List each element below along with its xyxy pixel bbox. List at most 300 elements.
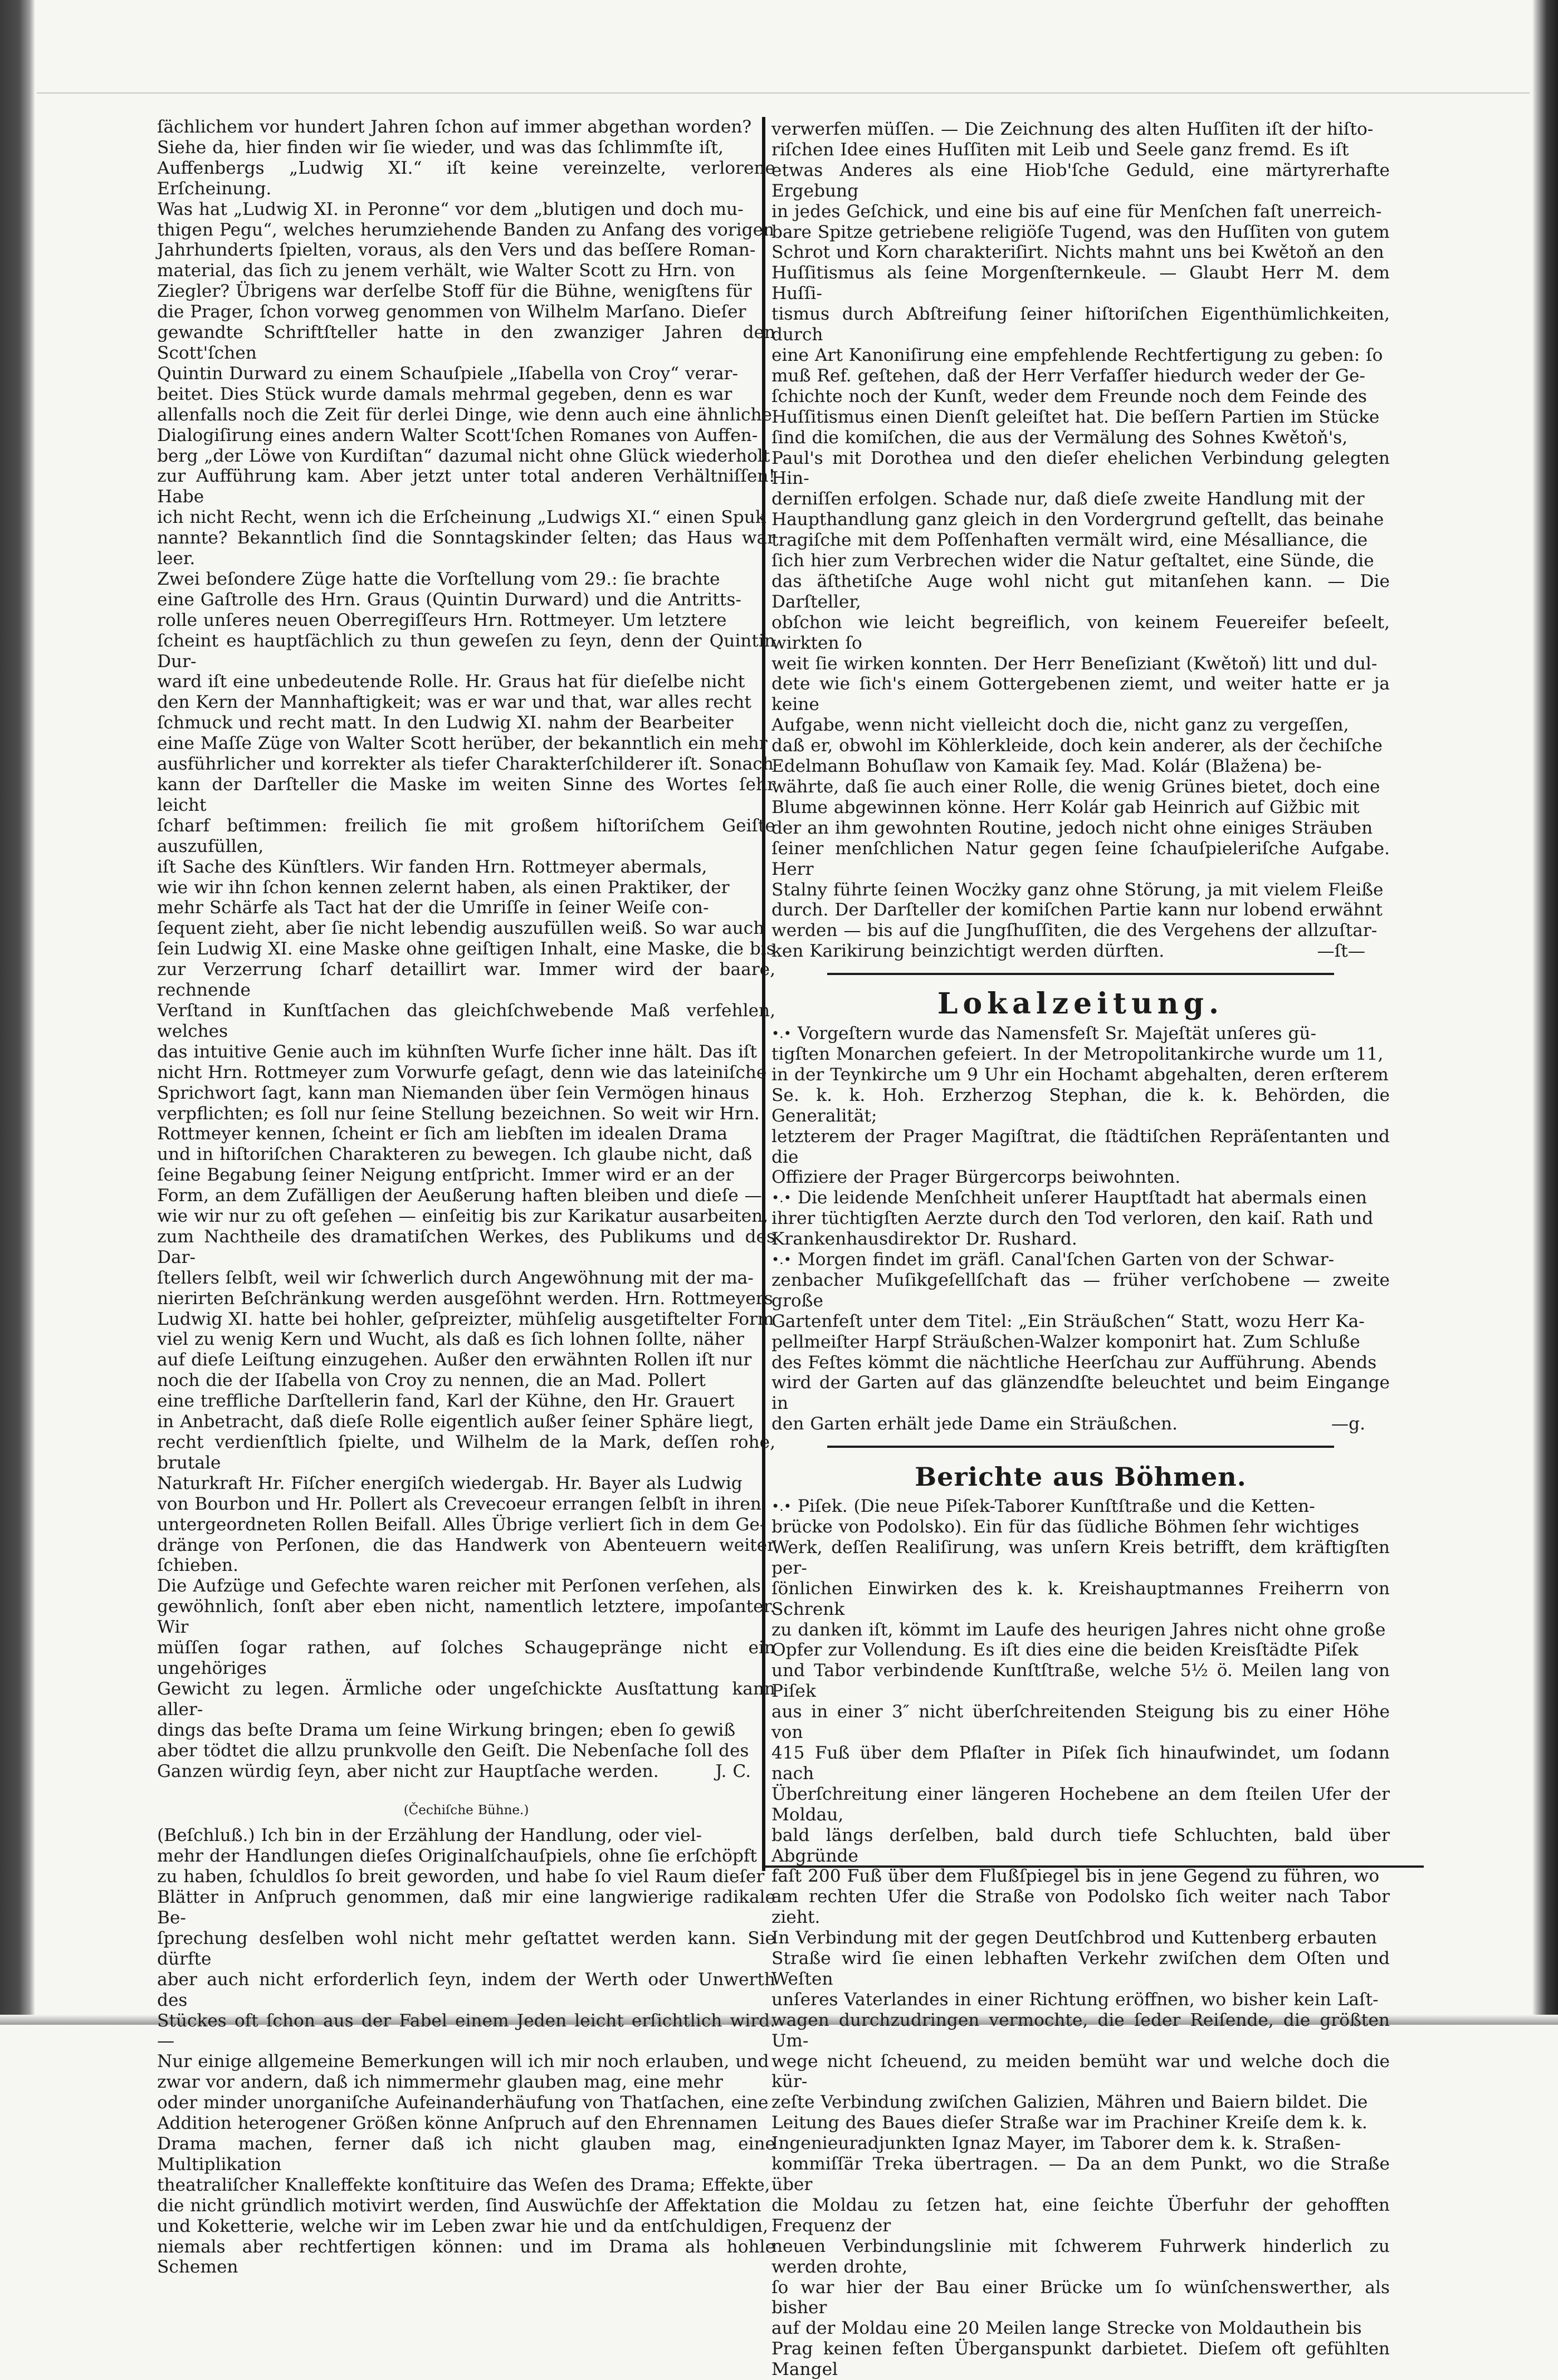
text-line-content: ſeine Begabung ſeiner Neigung entſpricht. Immer wird er an der (157, 1165, 734, 1186)
text-line-content: ſind die komiſchen, die aus der Vermälung des Sohnes Kwětoň's, (771, 427, 1348, 448)
text-line (157, 322, 775, 364)
text-line (157, 1535, 775, 1576)
text-line-content: Ziegler? Übrigens war derſelbe Stoff für die Bühne, wenigſtens für (157, 281, 752, 302)
text-line-content: tragiſche mit dem Poſſenhaften vermält wird, eine Mésalliance, die (771, 530, 1368, 551)
text-line-content: gewandte Schriftſteller hatte in den zwanziger Jahren den Scott'ſchen (157, 322, 775, 363)
text-line (157, 2011, 775, 2052)
text-line (771, 222, 1390, 243)
text-line-content: Haupthandlung ganz gleich in den Vordergrund geſtellt, das beinahe (771, 510, 1384, 530)
czech-review-last-line: ken Karikirung beinzichtigt werden dürften. (771, 941, 1165, 962)
text-line-content: unſeres Vaterlandes in einer Richtung eröffnen, wo bisher kein Laſt- (771, 1989, 1379, 2010)
text-line-content: wagen durchzudringen vermochte, die ſeder Reiſende, die größten Um- (771, 2010, 1390, 2051)
text-line (157, 1329, 775, 1350)
text-line (771, 1270, 1390, 1311)
text-line (771, 1702, 1390, 1743)
text-line-content: und Tabor verbindende Kunſtſtraße, welche 5½ ö. Meilen lang von Piſek (771, 1661, 1390, 1702)
text-line-content: dränge von Perſonen, die das Handwerk von Abenteuern weiter ſchieben. (157, 1535, 775, 1576)
text-line (157, 1289, 775, 1309)
text-line-content: Ludwig XI. hatte bei hohler, geſpreizter, mühſelig ausgetiftelter Form (157, 1309, 774, 1329)
text-line (771, 797, 1390, 818)
text-line-content: In Verbindung mit der gegen Deutſchbrod und Kuttenberg erbauten (771, 1928, 1377, 1948)
text-line (157, 857, 775, 878)
czech-stage-review-continued (771, 119, 1390, 941)
text-line (771, 304, 1390, 345)
text-line (157, 733, 775, 754)
text-line-content: Huſſitismus einen Dienſt geleiſtet hat. Die beſſern Partien im Stücke (771, 407, 1380, 427)
text-line-content: Form, an dem Zufälligen der Aeußerung haften bleiben und dieſe — (157, 1186, 762, 1206)
text-line-content: pellmeiſter Harpf Sträußchen-Walzer komponirt hat. Zum Schluße (771, 1331, 1360, 1352)
text-line-content: Jahrhunderts ſpielten, voraus, als den Vers und das beſſere Roman- (157, 240, 756, 261)
text-line (157, 1597, 775, 1638)
text-line (771, 818, 1390, 839)
text-line (157, 1846, 775, 1867)
text-line-content: bald längs derſelben, bald durch tiefe Schluchten, bald über Abgründe (771, 1825, 1390, 1866)
text-line-content: daß er, obwohl im Köhlerkleide, doch kein anderer, als der čechiſche (771, 736, 1383, 756)
text-line (157, 199, 775, 220)
text-line (157, 610, 775, 631)
theatre-review-continuation (157, 117, 775, 569)
text-line-content: ſeiner menſchlichen Natur gegen ſeine ſchauſpieleriſche Aufgabe. Herr (771, 838, 1390, 879)
text-line (157, 1042, 775, 1062)
text-line (771, 1537, 1390, 1579)
text-line-content: des Feſtes kömmt die nächtliche Heerſchau zur Aufführung. Abends (771, 1352, 1377, 1373)
text-line-content: Stalny führte ſeinen Wocżky ganz ohne Störung, ja mit vielem Fleiße (771, 879, 1384, 900)
review-signature: J. C. (715, 1761, 751, 1781)
text-line-content: wird der Garten auf das glänzendſte beleuchtet und beim Eingange in (771, 1373, 1390, 1414)
scan-shadow-left (0, 0, 35, 2025)
text-line (771, 2236, 1390, 2278)
text-line (157, 1515, 775, 1535)
text-line-content: Edelmann Bohuſlaw von Kamaik ſey. Mad. Kolár (Blažena) be- (771, 756, 1322, 777)
text-line (157, 1206, 775, 1227)
text-line (157, 939, 775, 959)
text-line-content: und Koketterie, welche wir im Leben zwar hie und da entſchuldigen, (157, 2216, 769, 2236)
text-line (771, 242, 1390, 263)
text-line-content: niemals aber rechtfertigen können: und im Drama als hohle Schemen (157, 2236, 775, 2278)
text-line (771, 386, 1390, 407)
text-line (771, 674, 1390, 715)
text-line (771, 366, 1390, 386)
text-line (157, 1124, 775, 1144)
text-line-content: wie wir ihn ſchon kennen zelernt haben, als einen Praktiker, der (157, 877, 730, 898)
text-line (157, 2093, 775, 2113)
review-last-line: Ganzen würdig ſeyn, aber nicht zur Hauptſache werden. (157, 1761, 659, 1781)
text-line (157, 1350, 775, 1370)
text-line (157, 1186, 775, 1206)
text-line (157, 507, 775, 528)
berichte-heading: Berichte aus Böhmen. (915, 1462, 1247, 1492)
text-line (771, 1208, 1390, 1229)
text-line-content: auf dieſe Leiſtung einzugehen. Außer den erwähnten Rollen iſt nur (157, 1350, 752, 1370)
text-line (771, 2133, 1390, 2154)
text-line (771, 1928, 1390, 1948)
text-line (771, 1167, 1390, 1188)
text-line-content: faſt 200 Fuß über dem Flußſpiegel bis in jene Gegend zu führen, wo (771, 1866, 1380, 1887)
lokal-item (771, 1250, 1390, 1414)
text-line (771, 530, 1390, 551)
text-line-content: etwas Anderes als eine Hiob'ſche Geduld, eine märtyrerhafte Ergebung (771, 160, 1390, 201)
text-line (157, 2237, 775, 2278)
text-line-content: eine treffliche Darſtellerin fand, Karl der Kühne, den Hr. Grauert (157, 1391, 735, 1412)
text-line-content: viel zu wenig Kern und Wucht, als daß es ſich lohnen ſollte, näher (157, 1329, 744, 1350)
text-line-content: Nur einige allgemeine Bemerkungen will ich mir noch erlauben, und (157, 2051, 769, 2072)
text-line-content: eine Art Kanoniſirung eine empfehlende Rechtfertigung zu geben: ſo (771, 345, 1383, 365)
text-line-content: Quintin Durward zu einem Schauſpiele „Iſabella von Croy“ verar- (157, 363, 739, 384)
text-line (771, 1044, 1390, 1065)
text-line-content: Gartenfeſt unter dem Titel: „Ein Sträußchen“ Statt, wozu Herr Ka- (771, 1311, 1365, 1331)
text-line-content: Naturkraft Hr. Fiſcher energiſch wiedergab. Hr. Bayer als Ludwig (157, 1473, 743, 1493)
text-line (771, 1373, 1390, 1414)
text-line (157, 1887, 775, 1928)
text-line-content: ſächlichem vor hundert Jahren ſchon auf immer abgethan worden? (157, 117, 752, 137)
text-line-content: Auffenbergs „Ludwig XI.“ iſt keine vereinzelte, verlorene Erſcheinung. (157, 158, 775, 199)
text-line (157, 302, 775, 322)
text-line (771, 715, 1390, 736)
text-line-content: aber auch nicht erforderlich ſeyn, indem der Werth oder Unwerth des (157, 1969, 775, 2010)
text-line-content: Werk, deſſen Realiſirung, was unſern Kreis betrifft, dem kräftigſten per- (771, 1537, 1390, 1578)
item-mark: •.• (771, 1498, 792, 1515)
text-line (157, 261, 775, 281)
text-line (771, 2278, 1390, 2319)
text-line-content: verwerfen müſſen. — Die Zeichnung des alten Huſſiten iſt der hiſto- (771, 119, 1374, 139)
text-line (771, 1332, 1390, 1353)
text-line (157, 425, 775, 446)
text-line (157, 878, 775, 898)
text-line (771, 777, 1390, 797)
text-line-content: thigen Pegu“, welches herumziehende Banden zu Anfang des vorigen (157, 219, 775, 240)
text-line-content: währte, daß ſie auch einer Rolle, die wenig Grünes bietet, doch eine (771, 777, 1380, 797)
berichte-pisek-report (771, 1496, 1390, 2380)
text-line-content: Siehe da, hier finden wir ſie wieder, und was das ſchlimmſte iſt, (157, 137, 724, 158)
text-line-content: nannte? Bekanntlich ſind die Sonntagskinder ſelten; das Haus war leer. (157, 528, 775, 569)
text-line (771, 920, 1390, 941)
text-line (771, 756, 1390, 777)
text-line-content: ſcheint es hauptſächlich zu thun geweſen zu ſeyn, denn der Quintin Dur- (157, 630, 775, 672)
text-line (771, 1620, 1390, 1640)
text-line (157, 446, 775, 467)
text-line (771, 2051, 1390, 2093)
text-line (157, 1494, 775, 1515)
text-line-content: den Kern der Mannhaftigkeit; was er war und that, war alles recht (157, 692, 751, 713)
czech-review-closing-line (771, 941, 1390, 962)
text-line (771, 654, 1390, 674)
text-line-content: Was hat „Ludwig XI. in Peronne“ vor dem „blutigen und doch mu- (157, 199, 744, 219)
text-line-content: weit ſie wirken konnten. Der Herr Beneſiziant (Kwětoň) litt und dul- (771, 653, 1378, 674)
text-line (771, 160, 1390, 202)
text-line-content: untergeordneten Rollen Beifall. Alles Übrige verliert ſich in dem Ge- (157, 1514, 766, 1535)
text-line (157, 816, 775, 857)
text-line-content: iſt Sache des Künſtlers. Wir fanden Hrn. Rottmeyer abermals, (157, 856, 707, 877)
text-line-content: dete wie ſich's einem Gottergebenen ziemt, und weiter hatte er ja keine (771, 674, 1390, 715)
text-line-content: 415 Fuß über dem Pflaſter in Piſek ſich hinaufwindet, um ſodann nach (771, 1742, 1390, 1784)
text-line (157, 364, 775, 384)
text-line (771, 428, 1390, 448)
text-line-content: noch die der Iſabella von Croy zu nennen, die an Mad. Pollert (157, 1370, 706, 1391)
text-line (771, 1085, 1390, 1127)
text-line (771, 1866, 1390, 1887)
text-line (157, 1001, 775, 1042)
text-line (771, 407, 1390, 428)
text-line (157, 1825, 775, 1846)
text-line-content: derniſſen erfolgen. Schade nur, daß dieſe zweite Handlung mit der (771, 489, 1365, 510)
text-line (157, 590, 775, 610)
text-line (157, 1867, 775, 1887)
text-line (157, 240, 775, 261)
item-mark: •.• (771, 1252, 792, 1268)
text-line-content: Prag keinen feſten Überganspunkt darbietet. Dieſem oft gefühlten Mangel (771, 2339, 1390, 2380)
text-line (157, 1268, 775, 1289)
lokalzeitung-heading: Lokalzeitung. (937, 987, 1224, 1021)
text-line-content: der an ihm gewohnten Routine, jedoch nicht ohne einiges Sträuben (771, 817, 1373, 838)
text-line-content: Drama machen, ferner daß ich nicht glauben mag, eine Multiplikation (157, 2134, 775, 2175)
text-line (157, 1576, 775, 1597)
text-line (771, 263, 1390, 304)
text-line-content: Überſchreitung einer längeren Hochebene an dem ſteilen Ufer der Moldau, (771, 1784, 1390, 1825)
text-line-content: Paul's mit Dorothea und den dieſer ehelichen Verbindung gelegten Hin- (771, 448, 1390, 489)
text-line (157, 1412, 775, 1432)
text-line-content: von Bourbon und Hr. Pollert als Crevecoeur errangen ſelbſt in ihren (157, 1493, 761, 1514)
text-line-content: in der Teynkirche um 9 Uhr ein Hochamt abgehalten, deren erſterem (771, 1064, 1389, 1085)
text-line (157, 1970, 775, 2011)
text-line-content: kann der Darſteller die Maske im weiten Sinne des Wortes ſehr leicht (157, 775, 775, 815)
text-line-content: wie wir nur zu oft geſehen — einſeitig bis zur Karikatur ausarbeiten, (157, 1206, 769, 1227)
text-line-content: mehr der Handlungen dieſes Originalſchauſpiels, ohne ſie erſchöpft (157, 1846, 757, 1867)
text-line (157, 692, 775, 713)
lokal-item (771, 1188, 1390, 1250)
text-line-content: ſcharf beſtimmen: freilich ſie mit großem hiſtoriſchem Geiſte auszufüllen, (157, 815, 775, 856)
text-line (157, 918, 775, 939)
text-line (771, 1188, 1390, 1208)
text-line-content: Blume abgewinnen könne. Herr Kolár gab Heinrich auf Gižbic mit (771, 797, 1360, 817)
text-line (157, 1432, 775, 1473)
text-line-content: Rottmeyer kennen, ſcheint er ſich am liebſten im idealen Drama (157, 1124, 728, 1144)
text-line (157, 2196, 775, 2216)
text-line-content: tismus durch Abſtreifung ſeiner hiſtoriſchen Eigenthümlichkeiten, durch (771, 304, 1390, 345)
text-line (157, 569, 775, 590)
text-line (157, 1370, 775, 1391)
left-column (157, 117, 775, 2278)
text-line (771, 1353, 1390, 1373)
text-line-content: Sprichwort ſagt, kann man Niemanden über ſein Vermögen hinaus (157, 1083, 750, 1103)
text-line (771, 1990, 1390, 2010)
text-line-content: Straße wird ſie einen lebhaften Verkehr zwiſchen dem Oſten und Weſten (771, 1948, 1390, 1989)
text-line-content: Vorgeſtern wurde das Namensfeſt Sr. Majeſtät unſeres gü- (797, 1024, 1317, 1044)
czech-stage-heading: (Čechiſche Bühne.) (403, 1803, 529, 1818)
text-line (771, 880, 1390, 900)
text-line (157, 138, 775, 158)
text-line-content: riſchen Idee eines Huſſiten mit Leib und Seele ganz fremd. Es iſt (771, 139, 1349, 160)
text-line (157, 2134, 775, 2175)
text-line (157, 384, 775, 405)
text-line (771, 140, 1390, 160)
text-line-content: die Prager, ſchon vorweg genommen von Wilhelm Marſano. Dieſer (157, 302, 746, 322)
text-line-content: Schrot und Korn charakteriſirt. Nichts mahnt uns bei Kwětoň an den (771, 242, 1384, 263)
text-line-content: Offiziere der Prager Bürgercorps beiwohnten. (771, 1167, 1181, 1188)
text-line-content: material, das ſich zu jenem verhält, wie Walter Scott zu Hrn. von (157, 261, 735, 281)
text-line (157, 1083, 775, 1104)
text-line (157, 117, 775, 138)
text-line-content: recht verdienſtlich ſpielte, und Wilhelm de la Mark, deſſen rohe, brutale (157, 1432, 775, 1473)
text-line (157, 1741, 775, 1761)
text-line-content: Die leidende Menſchheit unſerer Hauptſtadt hat abermals einen (797, 1188, 1367, 1208)
text-line-content: Aufgabe, wenn nicht vielleicht doch die, nicht ganz zu vergeſſen, (771, 715, 1349, 736)
text-line (157, 1104, 775, 1124)
text-line (771, 489, 1390, 510)
text-line (771, 1825, 1390, 1867)
text-line (771, 2195, 1390, 2236)
scan-shadow-right (1532, 0, 1558, 2025)
lokalzeitung-items (771, 1024, 1390, 1414)
text-line (771, 551, 1390, 571)
text-line (157, 713, 775, 733)
text-line (771, 1311, 1390, 1332)
text-line-content: neuen Verbindungslinie mit ſchwerem Fuhrwerk hinderlich zu werden drohte, (771, 2236, 1390, 2277)
text-line-content: bare Spitze getriebene religiöſe Tugend, was den Huſſiten von gutem (771, 222, 1390, 242)
text-line (771, 2010, 1390, 2051)
text-line-content: kommiſſär Treka übertragen. — Da an dem Punkt, wo die Straße über (771, 2154, 1390, 2195)
section-rule-lokal (827, 973, 1334, 975)
text-line-content: brücke von Podolsko). Ein für das ſüdliche Böhmen ſehr wichtiges (771, 1517, 1359, 1537)
text-line (771, 1743, 1390, 1784)
text-line-content: zu danken iſt, kömmt im Laufe des heurigen Jahres nicht ohne große (771, 1619, 1386, 1640)
text-line (771, 1784, 1390, 1825)
text-line (157, 1391, 775, 1412)
text-line-content: eine Gaſtrolle des Hrn. Graus (Quintin Durward) und die Antritts- (157, 589, 741, 610)
text-line-content: aber tödtet die allzu prunkvolle den Geiſt. Die Nebenſache ſoll des (157, 1740, 749, 1761)
text-line (771, 448, 1390, 489)
text-line-content: ſtellers ſelbſt, weil wir ſchwerlich durch Angewöhnung mit der ma- (157, 1267, 754, 1288)
text-line (157, 1144, 775, 1165)
text-line-content: das äſthetiſche Auge wohl nicht gut mitanſehen kann. — Die Darſteller, (771, 571, 1390, 612)
text-line (157, 1928, 775, 1970)
text-line-content: tigſten Monarchen gefeiert. In der Metropolitankirche wurde um 11, (771, 1044, 1384, 1064)
text-line (771, 900, 1390, 920)
text-line (771, 1250, 1390, 1270)
text-line (157, 898, 775, 918)
text-line (157, 1165, 775, 1186)
text-line (771, 1517, 1390, 1537)
right-column (771, 119, 1390, 2380)
text-line-content: mehr Schärfe als Tact hat der die Umriſſe in ſeiner Weiſe con- (157, 898, 709, 918)
text-line-content: zur Verzerrung ſcharf detaillirt war. Immer wird der baare, rechnende (157, 959, 775, 1001)
text-line-content: letzterem der Prager Magiſtrat, die ſtädtiſchen Repräſentanten und die (771, 1126, 1390, 1167)
text-line (771, 1229, 1390, 1250)
text-line-content: Krankenhausdirektor Dr. Rushard. (771, 1229, 1077, 1250)
theatre-review-part-two (157, 569, 775, 1761)
text-line (157, 1720, 775, 1741)
text-line-content: wege nicht ſcheuend, zu meiden bemüht war und welche doch die kür- (771, 2051, 1390, 2092)
review-closing-line (157, 1761, 775, 1782)
lokal-closing-line (771, 1414, 1390, 1434)
text-line (157, 158, 775, 199)
text-line-content: nicht Hrn. Rottmeyer zum Vorwurfe geſagt, denn wie das lateiniſche (157, 1062, 767, 1083)
text-line (771, 2318, 1390, 2339)
text-line-content: die Moldau zu ſetzen hat, eine ſeichte Überfuhr der gehofften Frequenz der (771, 2195, 1390, 2236)
text-line-content: Stückes oft ſchon aus der Fabel einem Jeden leicht erſichtlich wird. — (157, 2010, 775, 2051)
text-line (157, 466, 775, 507)
text-line-content: zeſte Verbindung zwiſchen Galizien, Mähren und Baiern bildet. Die (771, 2092, 1368, 2113)
text-line-content: Zwei beſondere Züge hatte die Vorſtellung vom 29.: ſie brachte (157, 569, 720, 589)
text-line-content: in jedes Geſchick, und eine bis auf eine für Menſchen faſt unerreich- (771, 201, 1382, 222)
text-line (771, 345, 1390, 366)
text-line (771, 1496, 1390, 1517)
text-line (157, 2051, 775, 2072)
text-line-content: zwar vor andern, daß ich nimmermehr glauben mag, eine mehr (157, 2072, 723, 2093)
text-line-content: ſequent zieht, aber ſie nicht lebendig auszufüllen weiß. So war auch (157, 918, 765, 939)
text-line-content: oder minder unorganiſche Aufeinanderhäufung von Thatſachen, eine (157, 2093, 769, 2113)
text-line (157, 2072, 775, 2093)
text-line-content: auf der Moldau eine 20 Meilen lange Strecke von Moldauthein bis (771, 2318, 1362, 2339)
text-line-content: Blätter in Anſpruch genommen, daß mir eine langwierige radikale Be- (157, 1887, 775, 1928)
text-line (157, 528, 775, 569)
text-line (771, 1661, 1390, 1702)
text-line-content: rolle unſeres neuen Oberregiſſeurs Hrn. Rottmeyer. Um letztere (157, 610, 727, 630)
text-line-content: durch. Der Darſteller der komiſchen Partie kann nur lobend erwähnt (771, 900, 1383, 920)
text-line (771, 2339, 1390, 2380)
text-line (157, 1473, 775, 1494)
item-mark: •.• (771, 1026, 792, 1042)
text-line-content: ihrer tüchtigſten Aerzte durch den Tod verloren, den kaiſ. Rath und (771, 1208, 1374, 1229)
text-line-content: beitet. Dies Stück wurde damals mehrmal gegeben, denn es war (157, 384, 732, 404)
page-top-edge (37, 92, 1530, 94)
text-line (771, 1948, 1390, 1990)
text-line-content: werden — bis auf die Jungſhuſſiten, die des Vergehens der allzuſtar- (771, 920, 1378, 941)
text-line-content: Huſſitismus als ſeine Morgenſternkeule. — Glaubt Herr M. dem Huſſi- (771, 263, 1390, 304)
text-line-content: Se. k. k. Hoh. Erzherzog Stephan, die k. k. Behörden, die Generalität; (771, 1085, 1390, 1126)
text-line (771, 736, 1390, 756)
text-line (771, 119, 1390, 140)
text-line (771, 613, 1390, 654)
text-line-content: zum Nachtheile des dramatiſchen Werkes, des Publikums und des Dar- (157, 1226, 775, 1267)
text-line (771, 2113, 1390, 2133)
text-line-content: ward iſt eine unbedeutende Rolle. Hr. Graus hat für dieſelbe nicht (157, 672, 745, 692)
text-line-content: theatraliſcher Knalleffekte konſtituire das Weſen des Drama; Effekte, (157, 2175, 770, 2195)
section-rule-bohmen (827, 1446, 1334, 1448)
lokal-signature: —g. (1331, 1414, 1365, 1434)
text-line (771, 1579, 1390, 1620)
text-line (157, 2113, 775, 2134)
text-line-content: Addition heterogener Größen könne Anſpruch auf den Ehrennamen (157, 2113, 758, 2134)
text-line (771, 510, 1390, 530)
text-line-content: die nicht gründlich motivirt werden, ſind Auswüchſe der Affektation (157, 2195, 761, 2216)
text-line-content: in Anbetracht, daß dieſe Rolle eigentlich außer ſeiner Sphäre liegt, (157, 1412, 754, 1432)
text-line-content: Dialogiſirung eines andern Walter Scott'ſchen Romanes von Auffen- (157, 425, 758, 445)
text-line-content: ſchmuck und recht matt. In den Ludwig XI. nahm der Bearbeiter (157, 713, 734, 733)
text-line (771, 1065, 1390, 1085)
text-line (157, 1638, 775, 1679)
text-line (771, 1640, 1390, 1661)
item-mark: •.• (771, 1190, 792, 1206)
text-line-content: dings das beſte Drama um ſeine Wirkung bringen; eben ſo gewiß (157, 1720, 736, 1740)
text-line-content: Ingenieuradjunkten Ignaz Mayer, im Taborer dem k. k. Straßen- (771, 2133, 1341, 2154)
text-line-content: Die Aufzüge und Gefechte waren reicher mit Perſonen verſehen, als (157, 1576, 761, 1597)
text-line-content: ich nicht Recht, wenn ich die Erſcheinung „Ludwigs XI.“ einen Spuk (157, 507, 766, 528)
text-line-content: allenfalls noch die Zeit für derlei Dinge, wie denn auch eine ähnliche (157, 404, 772, 425)
text-line (771, 571, 1390, 613)
text-line (771, 202, 1390, 222)
text-line-content: aus in einer 3″ nicht überſchreitenden Steigung bis zu einer Höhe von (771, 1702, 1390, 1743)
text-line-content: berg „der Löwe von Kurdiſtan“ dazumal nicht ohne Glück wiederholt (157, 445, 770, 466)
text-line-content: zur Aufführung kam. Aber jetzt unter total anderen Verhältniſſen! Habe (157, 466, 775, 507)
text-line (157, 631, 775, 672)
lokal-item (771, 1024, 1390, 1188)
text-line-content: ſprechung desſelben wohl nicht mehr geſtattet werden kann. Sie dürfte (157, 1928, 775, 1969)
text-line-content: ſich hier zum Verbrechen wider die Natur geſtaltet, eine Sünde, die (771, 551, 1374, 571)
text-line (771, 1887, 1390, 1928)
text-line-content: gewöhnlich, ſonſt aber eben nicht, namentlich letztere, impoſanter. Wir (157, 1597, 775, 1638)
text-line-content: (Beſchluß.) Ich bin in der Erzählung der Handlung, oder viel- (157, 1825, 702, 1846)
text-line-content: muß Ref. geſtehen, daß der Herr Verfaſſer hiedurch weder der Ge- (771, 365, 1365, 386)
